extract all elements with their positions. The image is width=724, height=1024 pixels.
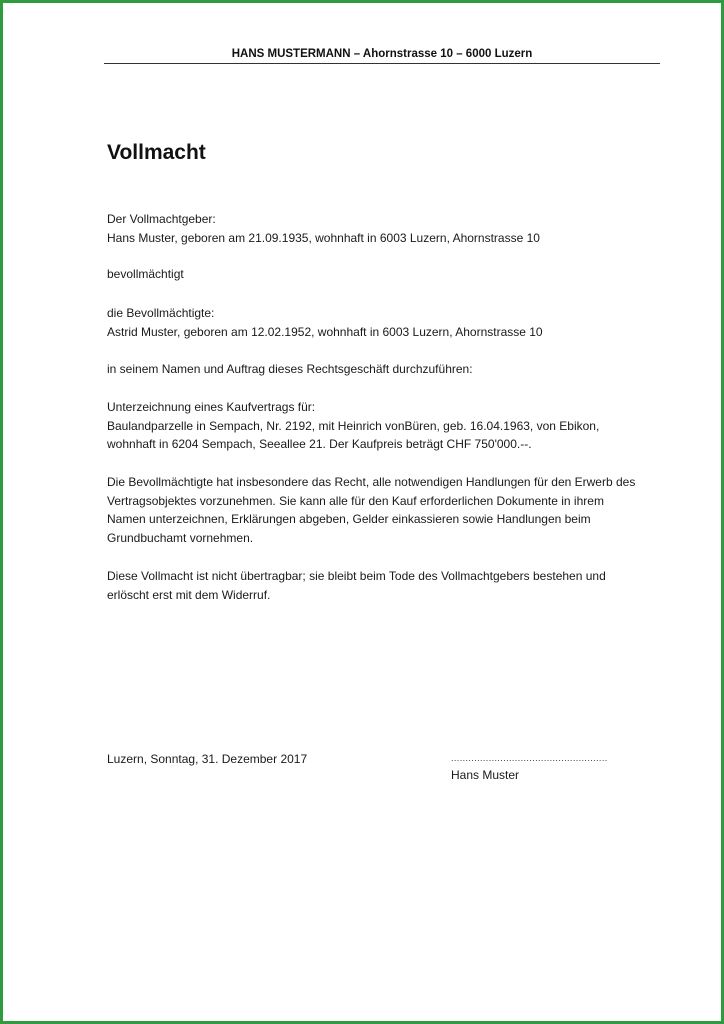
letterhead: HANS MUSTERMANN – Ahornstrasse 10 – 6000 Luzern xyxy=(231,48,533,60)
transaction-section xyxy=(107,398,667,454)
authorizes-text: bevollmächtigt xyxy=(107,267,184,281)
place-and-date: Luzern, Sonntag, 31. Dezember 2017 xyxy=(107,752,308,766)
agent-label: die Bevollmächtigte: xyxy=(107,306,215,320)
grantor-label: Der Vollmachtgeber: xyxy=(107,212,216,226)
agent-details: Astrid Muster, geboren am 12.02.1952, wohnhaft in 6003 Luzern, Ahornstrasse 10 xyxy=(107,324,543,339)
document-title: Vollmacht xyxy=(107,141,206,164)
validity-line: erlöscht erst mit dem Widerruf. xyxy=(107,587,271,602)
transaction-line: Unterzeichnung eines Kaufvertrags für: xyxy=(107,400,316,414)
transaction-line: wohnhaft in 6204 Sempach, Seeallee 21. Der Kaufpreis beträgt CHF 750'000.--. xyxy=(107,437,532,451)
rights-section xyxy=(107,473,667,547)
signature-line: ...................................................... xyxy=(451,753,608,763)
mandate-text: in seinem Namen und Auftrag dieses Rechtsgeschäft durchzuführen: xyxy=(107,362,473,376)
rights-line: Die Bevollmächtigte hat insbesondere das Recht, alle notwendigen Handlungen für den Erwerb des xyxy=(107,475,636,489)
rights-line: Grundbuchamt vornehmen. xyxy=(107,530,254,545)
validity-section xyxy=(107,567,667,604)
rights-line: Namen unterzeichnen, Erklärungen abgeben, Gelder einkassieren sowie Handlungen beim xyxy=(107,512,591,526)
authorizes-line xyxy=(107,265,667,284)
signatory-name: Hans Muster xyxy=(451,768,520,782)
agent-section xyxy=(107,304,667,341)
letterhead-divider xyxy=(104,63,660,64)
grantor-details: Hans Muster, geboren am 21.09.1935, wohnhaft in 6003 Luzern, Ahornstrasse 10 xyxy=(107,230,540,245)
validity-line: Diese Vollmacht ist nicht übertragbar; sie bleibt beim Tode des Vollmachtgebers bestehen und xyxy=(107,569,606,583)
rights-line: Vertragsobjektes vorzunehmen. Sie kann alle für den Kauf erforderlichen Dokumente in ihrem xyxy=(107,493,604,508)
grantor-section xyxy=(107,210,667,247)
transaction-line: Baulandparzelle in Sempach, Nr. 2192, mit Heinrich vonBüren, geb. 16.04.1963, von Ebikon, xyxy=(107,418,600,433)
mandate-line xyxy=(107,360,667,379)
signature-block xyxy=(451,750,608,784)
